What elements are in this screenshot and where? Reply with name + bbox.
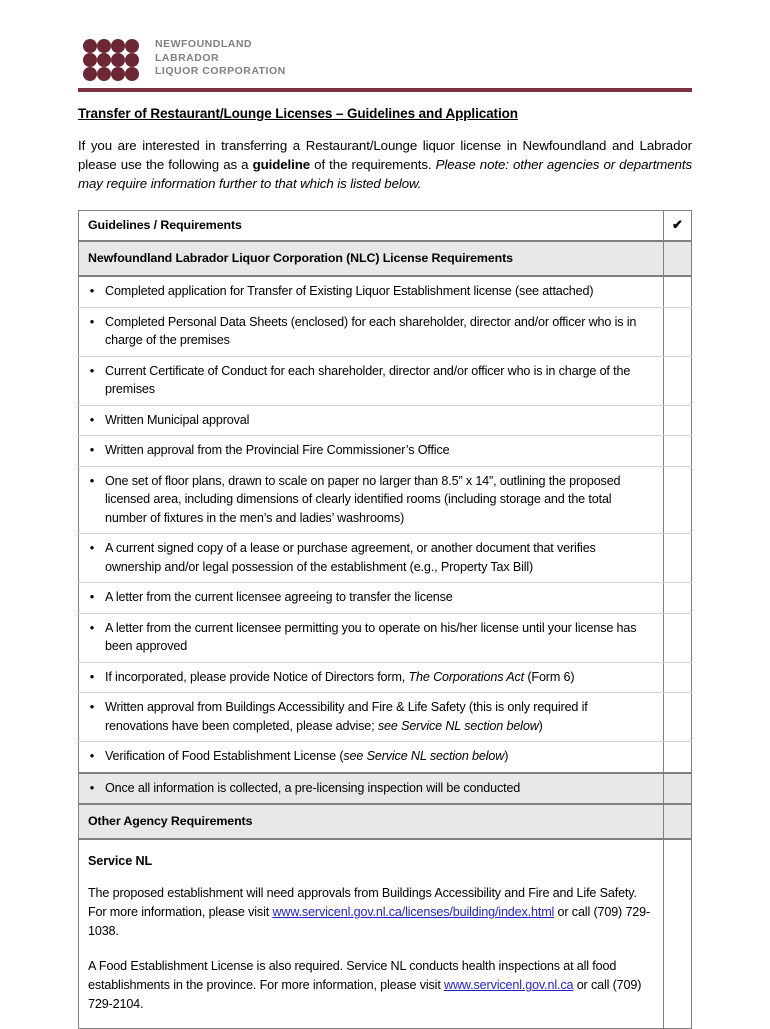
requirement-text-post: (Form 6): [524, 669, 575, 684]
bullet-icon: •: [89, 748, 95, 763]
service-nl-p2-pre: A Food Establishment License is also required. Service NL conducts health inspections at all food establishments in the province. For more information, please visit: [88, 959, 617, 992]
brand-line-1: NEWFOUNDLAND: [155, 38, 252, 50]
intro-part-1: If you are interested in transferring a Restaurant/Lounge liquor license in Newfoundland and Labrador please use the following as a: [78, 138, 692, 172]
table-row: [79, 742, 692, 773]
table-row: [79, 534, 692, 583]
checkbox-cell[interactable]: [664, 466, 692, 534]
checkbox-cell[interactable]: [664, 693, 692, 742]
page-title: Transfer of Restaurant/Lounge Licenses – Guidelines and Application: [78, 106, 518, 121]
table-row: [79, 773, 692, 805]
logo-dot: [111, 67, 125, 81]
bullet-icon: •: [89, 362, 95, 378]
bullet-icon: •: [89, 283, 95, 298]
bullet-icon: •: [89, 779, 95, 795]
table-row: [79, 276, 692, 307]
service-nl-paragraph-1: [88, 884, 653, 941]
requirement-text-italic: see Service NL section below: [377, 718, 539, 733]
section-check-cell[interactable]: [664, 804, 692, 839]
requirement-text-italic: see Service NL section below: [343, 749, 505, 763]
requirement-text-italic: The Corporations Act: [408, 669, 525, 684]
requirement-text: [105, 747, 512, 766]
requirement-text: Written approval from the Provincial Fire Commissioner’s Office: [105, 443, 450, 457]
requirement-text: [105, 668, 578, 687]
bullet-icon: •: [89, 472, 95, 488]
requirement-text-post: ): [504, 749, 509, 763]
intro-bold-guideline: guideline: [252, 157, 311, 172]
requirement-text: A letter from the current licensee permitting you to operate on his/her license until your license has been approved: [105, 620, 637, 653]
bullet-icon: •: [89, 589, 95, 604]
requirement-text: Current Certificate of Conduct for each shareholder, director and/or officer who is in charge of the premises: [105, 363, 631, 396]
logo-dot: [97, 53, 111, 67]
requirement-text: Once all information is collected, a pre-licensing inspection will be conducted: [105, 780, 521, 795]
checkbox-cell[interactable]: [664, 613, 692, 662]
requirement-text: A current signed copy of a lease or purchase agreement, or another document that verifies ownership and/or legal possession of the establishment (e.g., Property Tax Bill): [105, 541, 596, 574]
requirement-text: [105, 698, 653, 735]
requirement-text: A letter from the current licensee agreeing to transfer the license: [105, 590, 453, 604]
intro-part-2: of the requirements.: [310, 157, 436, 172]
requirement-text: Completed Personal Data Sheets (enclosed) for each shareholder, director and/or officer who is in charge of the premises: [105, 314, 637, 347]
header-divider: [78, 88, 692, 92]
logo-dot: [83, 53, 97, 67]
service-nl-p2-post: or call (709) 729-2104.: [88, 978, 642, 1011]
section-title-nlc: Newfoundland Labrador Liquor Corporation (NLC) License Requirements: [88, 251, 513, 265]
requirement-text-pre: Verification of Food Establishment License (: [105, 749, 344, 763]
checkbox-cell[interactable]: [664, 662, 692, 693]
service-nl-title: Service NL: [88, 854, 153, 868]
brand-wordmark: [155, 36, 286, 79]
service-nl-building-link[interactable]: www.servicenl.gov.nl.ca/licenses/building/index.html: [272, 905, 555, 919]
checkbox-cell[interactable]: [664, 773, 692, 805]
brand-line-3: LIQUOR CORPORATION: [155, 65, 286, 77]
section-header-row-other-agency: [79, 804, 692, 839]
checkbox-cell[interactable]: [664, 405, 692, 436]
table-row: [79, 405, 692, 436]
brand-header: [78, 0, 692, 81]
logo-dot: [125, 53, 139, 67]
logo-dot: [97, 39, 111, 53]
requirement-text-post: ): [538, 718, 543, 733]
column-header-guidelines: Guidelines / Requirements: [88, 218, 242, 232]
checkbox-cell[interactable]: [664, 583, 692, 614]
logo-dot: [111, 39, 125, 53]
service-nl-row: [79, 839, 692, 1029]
table-row: [79, 466, 692, 534]
bullet-icon: •: [89, 699, 95, 714]
checkbox-cell[interactable]: [664, 356, 692, 405]
table-row: [79, 583, 692, 614]
requirement-text: Written Municipal approval: [105, 412, 250, 427]
table-row: [79, 307, 692, 356]
brand-line-2: LABRADOR: [155, 51, 220, 64]
logo-dot: [111, 53, 125, 67]
table-row: [79, 662, 692, 693]
bullet-icon: •: [89, 313, 95, 329]
checkbox-cell[interactable]: [664, 436, 692, 467]
logo-dot: [125, 67, 139, 81]
table-row: [79, 693, 692, 742]
service-nl-p1-pre: The proposed establishment will need approvals from Buildings Accessibility and Fire and Life Safety. For more information, please visit: [88, 886, 637, 919]
requirement-text: One set of floor plans, drawn to scale on paper no larger than 8.5” x 14”, outlining the proposed licensed area, including dimensions of clearly identified rooms (including storage and the total number of fixtures in the men’s and ladies’ washrooms): [105, 473, 621, 525]
logo-dot: [97, 67, 111, 81]
section-header-row-nlc: [79, 241, 692, 276]
requirement-text-pre: Written approval from Buildings Accessibility and Fire & Life Safety (this is only required if renovations have been completed, please advise;: [105, 700, 588, 733]
logo-dot: [83, 39, 97, 53]
table-row: [79, 356, 692, 405]
nlc-logo-dots-icon: [83, 39, 139, 81]
checkmark-icon: ✔: [672, 217, 683, 232]
service-nl-main-link[interactable]: www.servicenl.gov.nl.ca: [444, 978, 574, 992]
intro-paragraph: [78, 136, 692, 193]
section-title-other-agency: Other Agency Requirements: [88, 814, 253, 828]
bullet-icon: •: [89, 442, 95, 457]
checkbox-cell[interactable]: [664, 742, 692, 773]
service-nl-paragraph-2: [88, 957, 653, 1014]
table-header-row: [79, 211, 692, 242]
service-nl-p1-post: or call (709) 729-1038.: [88, 905, 651, 938]
bullet-icon: •: [89, 668, 95, 684]
requirement-text-pre: If incorporated, please provide Notice of Directors form,: [105, 669, 409, 684]
checkbox-cell[interactable]: [664, 276, 692, 307]
intro-italic-note: Please note: other agencies or departments may require information further to that which is listed below.: [78, 157, 692, 191]
table-row: [79, 436, 692, 467]
checkbox-cell[interactable]: [664, 534, 692, 583]
section-check-cell[interactable]: [664, 241, 692, 276]
logo-dot: [83, 67, 97, 81]
checkbox-cell[interactable]: [664, 839, 692, 1029]
requirement-text: Completed application for Transfer of Existing Liquor Establishment license (see attached): [105, 284, 594, 298]
logo-dot: [125, 39, 139, 53]
bullet-icon: •: [89, 411, 95, 427]
requirements-table: [78, 210, 692, 1029]
bullet-icon: •: [89, 540, 95, 555]
table-row: [79, 613, 692, 662]
checkbox-cell[interactable]: [664, 307, 692, 356]
bullet-icon: •: [89, 619, 95, 635]
